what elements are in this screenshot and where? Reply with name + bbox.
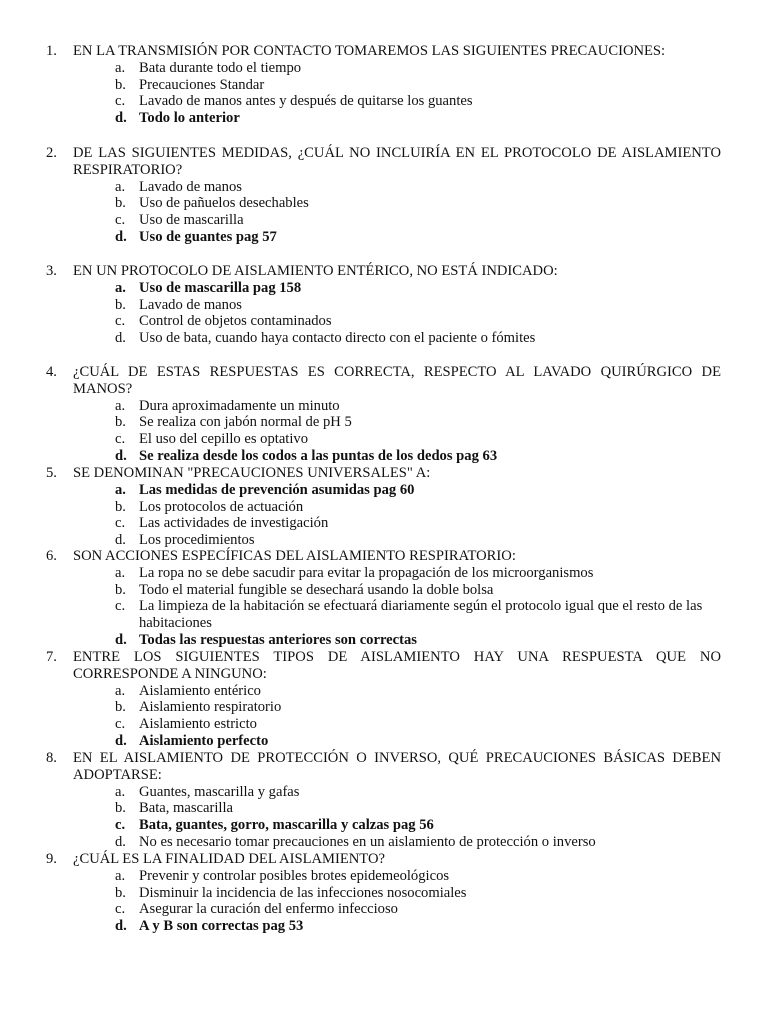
- option-letter: b.: [115, 498, 126, 515]
- option-letter: b.: [115, 414, 126, 431]
- answer-option: [0, 683, 721, 700]
- answer-option-highlighted: [0, 448, 721, 465]
- answer-option: [0, 212, 721, 229]
- answer-option: [0, 582, 721, 599]
- question-text: DE LAS SIGUIENTES MEDIDAS, ¿CUÁL NO INCLUIRÍA EN EL PROTOCOLO DE AISLAMIENTO RESPIRATORIO?: [73, 145, 721, 178]
- option-text: Lavado de manos antes y después de quitarse los guantes: [139, 93, 473, 110]
- question-text: EN UN PROTOCOLO DE AISLAMIENTO ENTÉRICO, NO ESTÁ INDICADO:: [73, 263, 558, 279]
- question-stem: [0, 364, 721, 398]
- answer-option: [0, 499, 721, 516]
- answer-options: [0, 683, 768, 750]
- answer-options: [0, 868, 768, 935]
- answer-options: [0, 784, 768, 851]
- option-letter: b.: [115, 195, 126, 212]
- option-text: Aislamiento estricto: [139, 716, 257, 733]
- question-stem: [0, 43, 721, 60]
- option-letter: a.: [115, 867, 126, 884]
- answer-option-highlighted: [0, 280, 721, 297]
- question-block: [0, 145, 768, 246]
- question-stem: [0, 548, 721, 565]
- question-text: ENTRE LOS SIGUIENTES TIPOS DE AISLAMIENTO HAY UNA RESPUESTA QUE NO CORRESPONDE A NINGUNO:: [73, 649, 721, 682]
- question-number: 4.: [46, 364, 57, 380]
- option-letter: b.: [115, 800, 126, 817]
- option-text: Todo lo anterior: [139, 110, 240, 127]
- question-text: ¿CUÁL DE ESTAS RESPUESTAS ES CORRECTA, RESPECTO AL LAVADO QUIRÚRGICO DE MANOS?: [73, 364, 721, 397]
- option-text: Aislamiento entérico: [139, 682, 261, 699]
- question-block: [0, 364, 768, 465]
- option-text: Se realiza con jabón normal de pH 5: [139, 414, 352, 431]
- question-text: EN EL AISLAMIENTO DE PROTECCIÓN O INVERSO, QUÉ PRECAUCIONES BÁSICAS DEBEN ADOPTARSE:: [73, 750, 721, 783]
- option-letter: c.: [115, 598, 126, 615]
- option-letter: b.: [115, 581, 126, 598]
- option-text: Todas las respuestas anteriores son correctas: [139, 631, 417, 648]
- answer-option-highlighted: [0, 482, 721, 499]
- answer-option: [0, 784, 721, 801]
- question-stem: [0, 145, 721, 179]
- question-block: [0, 465, 768, 549]
- option-text: Uso de guantes pag 57: [139, 228, 277, 245]
- option-letter: a.: [115, 682, 126, 699]
- answer-option-highlighted: [0, 110, 721, 127]
- option-letter: d.: [115, 110, 127, 127]
- option-letter: c.: [115, 93, 126, 110]
- option-text: Uso de mascarilla pag 158: [139, 279, 302, 296]
- answer-options: [0, 60, 768, 127]
- answer-options: [0, 280, 768, 347]
- answer-option: [0, 77, 721, 94]
- question-stem: [0, 649, 721, 683]
- option-letter: b.: [115, 884, 126, 901]
- answer-option: [0, 179, 721, 196]
- answer-option-highlighted: [0, 733, 721, 750]
- option-text: Asegurar la curación del enfermo infeccioso: [139, 901, 398, 918]
- question-block: [0, 750, 768, 851]
- option-letter: c.: [115, 313, 126, 330]
- answer-option: [0, 565, 721, 582]
- option-text: Lavado de manos: [139, 296, 242, 313]
- question-text: ¿CUÁL ES LA FINALIDAD DEL AISLAMIENTO?: [73, 851, 385, 867]
- answer-option: [0, 532, 721, 549]
- question-block: [0, 43, 768, 127]
- answer-option: [0, 313, 721, 330]
- option-letter: a.: [115, 397, 126, 414]
- answer-option: [0, 414, 721, 431]
- option-text: Lavado de manos: [139, 178, 242, 195]
- question-number: 7.: [46, 649, 57, 665]
- option-text: Uso de bata, cuando haya contacto directo con el paciente o fómites: [139, 330, 536, 347]
- answer-option: [0, 901, 721, 918]
- question-number: 8.: [46, 750, 57, 766]
- option-letter: a.: [115, 481, 126, 498]
- question-number: 6.: [46, 548, 57, 564]
- question-number: 3.: [46, 263, 57, 279]
- question-number: 2.: [46, 145, 57, 161]
- option-letter: a.: [115, 178, 126, 195]
- option-letter: d.: [115, 631, 127, 648]
- option-letter: a.: [115, 59, 126, 76]
- option-text: No es necesario tomar precauciones en un aislamiento de protección o inverso: [139, 833, 596, 850]
- option-text: La limpieza de la habitación se efectuará diariamente según el protocolo igual que el resto de las habitaciones: [139, 598, 703, 632]
- question-stem: [0, 263, 721, 280]
- option-text: Control de objetos contaminados: [139, 313, 332, 330]
- option-text: Bata, mascarilla: [139, 800, 234, 817]
- option-letter: d.: [115, 833, 126, 850]
- option-text: El uso del cepillo es optativo: [139, 431, 309, 448]
- option-letter: a.: [115, 783, 126, 800]
- answer-option-highlighted: [0, 918, 721, 935]
- answer-option: [0, 598, 721, 632]
- answer-option: [0, 330, 721, 347]
- question-number: 1.: [46, 43, 57, 59]
- answer-option: [0, 868, 721, 885]
- answer-option: [0, 93, 721, 110]
- option-letter: c.: [115, 901, 126, 918]
- option-letter: c.: [115, 212, 126, 229]
- option-text: Bata durante todo el tiempo: [139, 59, 302, 76]
- answer-options: [0, 482, 768, 549]
- answer-option-highlighted: [0, 817, 721, 834]
- question-stem: [0, 851, 721, 868]
- answer-option: [0, 699, 721, 716]
- answer-option: [0, 716, 721, 733]
- option-text: Las actividades de investigación: [139, 515, 329, 532]
- option-text: La ropa no se debe sacudir para evitar la propagación de los microorganismos: [139, 564, 594, 581]
- answer-option: [0, 195, 721, 212]
- option-text: Disminuir la incidencia de las infecciones nosocomiales: [139, 884, 467, 901]
- answer-option: [0, 515, 721, 532]
- answer-option-highlighted: [0, 632, 721, 649]
- option-letter: d.: [115, 447, 127, 464]
- option-text: Uso de mascarilla: [139, 212, 244, 229]
- option-text: Las medidas de prevención asumidas pag 60: [139, 481, 415, 498]
- question-text: SE DENOMINAN "PRECAUCIONES UNIVERSALES" A:: [73, 465, 431, 481]
- question-stem: [0, 465, 721, 482]
- option-letter: d.: [115, 732, 127, 749]
- option-text: Precauciones Standar: [139, 76, 265, 93]
- question-block: [0, 263, 768, 347]
- answer-option: [0, 60, 721, 77]
- option-text: Aislamiento perfecto: [139, 732, 269, 749]
- question-block: [0, 548, 768, 649]
- option-text: Se realiza desde los codos a las puntas de los dedos pag 63: [139, 447, 498, 464]
- option-text: Bata, guantes, gorro, mascarilla y calzas pag 56: [139, 817, 434, 834]
- option-text: A y B son correctas pag 53: [139, 918, 304, 935]
- question-block: [0, 851, 768, 935]
- option-letter: c.: [115, 431, 126, 448]
- answer-option: [0, 398, 721, 415]
- question-number: 9.: [46, 851, 57, 867]
- option-letter: a.: [115, 564, 126, 581]
- question-block: [0, 649, 768, 750]
- option-letter: d.: [115, 330, 126, 347]
- answer-option: [0, 800, 721, 817]
- answer-option: [0, 431, 721, 448]
- option-text: Prevenir y controlar posibles brotes epidemeológicos: [139, 867, 450, 884]
- option-letter: d.: [115, 228, 127, 245]
- option-text: Todo el material fungible se desechará usando la doble bolsa: [139, 581, 494, 598]
- answer-options: [0, 179, 768, 246]
- question-text: SON ACCIONES ESPECÍFICAS DEL AISLAMIENTO RESPIRATORIO:: [73, 548, 516, 564]
- option-letter: c.: [115, 515, 126, 532]
- option-text: Dura aproximadamente un minuto: [139, 397, 340, 414]
- question-number: 5.: [46, 465, 57, 481]
- option-text: Los protocolos de actuación: [139, 498, 304, 515]
- option-letter: c.: [115, 716, 126, 733]
- option-text: Aislamiento respiratorio: [139, 699, 282, 716]
- option-letter: a.: [115, 279, 126, 296]
- option-letter: d.: [115, 532, 126, 549]
- question-stem: [0, 750, 721, 784]
- option-letter: b.: [115, 296, 126, 313]
- option-text: Uso de pañuelos desechables: [139, 195, 309, 212]
- question-text: EN LA TRANSMISIÓN POR CONTACTO TOMAREMOS LAS SIGUIENTES PRECAUCIONES:: [73, 43, 666, 59]
- answer-options: [0, 565, 768, 649]
- option-letter: c.: [115, 817, 126, 834]
- answer-option: [0, 297, 721, 314]
- option-letter: d.: [115, 918, 127, 935]
- answer-options: [0, 398, 768, 465]
- option-letter: b.: [115, 76, 126, 93]
- answer-option: [0, 885, 721, 902]
- answer-option: [0, 834, 721, 851]
- option-letter: b.: [115, 699, 126, 716]
- option-text: Guantes, mascarilla y gafas: [139, 783, 300, 800]
- answer-option-highlighted: [0, 229, 721, 246]
- option-text: Los procedimientos: [139, 532, 255, 549]
